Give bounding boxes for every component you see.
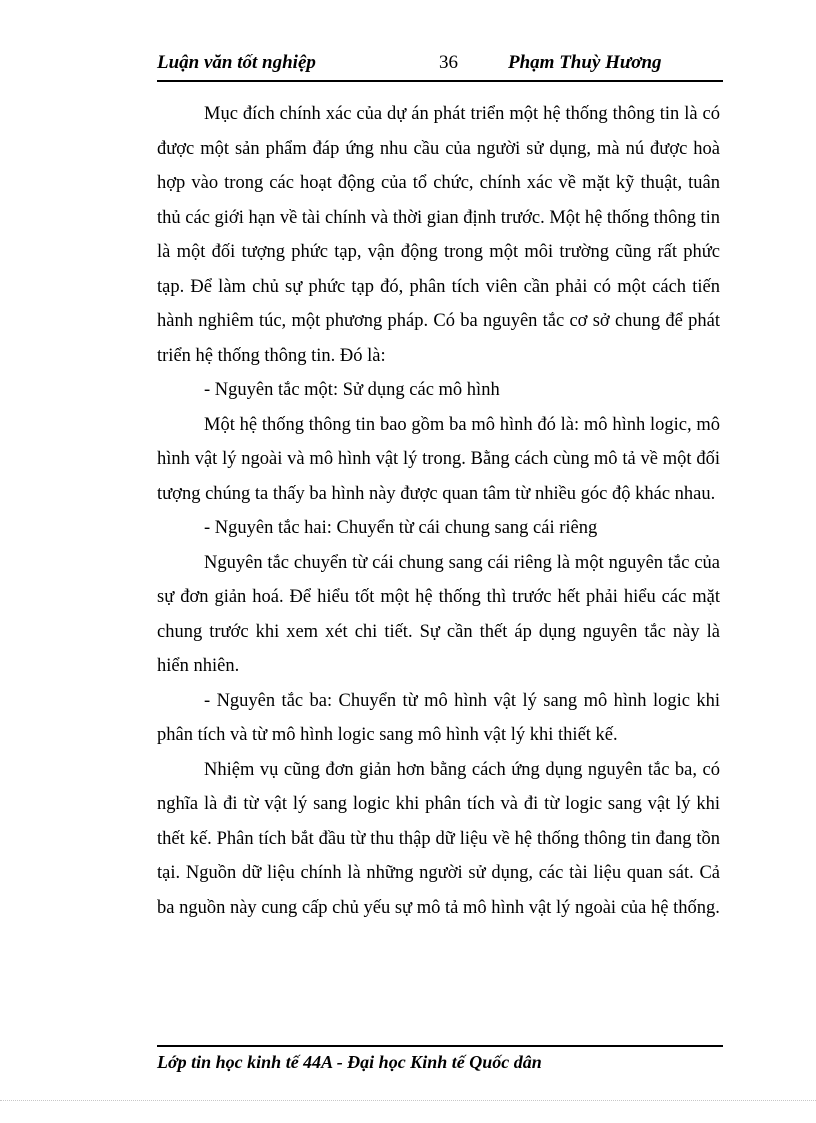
principle-heading-1: - Nguyên tắc một: Sử dụng các mô hình xyxy=(204,380,500,400)
paragraph: Một hệ thống thông tin bao gồm ba mô hình đó là: mô hình logic, mô hình vật lý ngoài và mô hình vật lý trong. Bằng cách cùng mô tả về một đối tượng chúng ta thấy ba hình này được quan tâm từ nhiều góc độ khác nhau. xyxy=(157,414,720,504)
principle-heading-2: - Nguyên tắc hai: Chuyển từ cái chung sang cái riêng xyxy=(204,518,598,538)
page-footer: Lớp tin học kinh tế 44A - Đại học Kinh tế Quốc dân xyxy=(157,1045,723,1073)
page-header xyxy=(157,50,723,82)
paragraph: Mục đích chính xác của dự án phát triển một hệ thống thông tin là có được một sản phẩm đáp ứng nhu cầu của người sử dụng, mà nú được hoà hợp vào trong các hoạt động của tổ chức, chính xác về mặt kỹ thuật, tuân thủ các giới hạn về tài chính và thời gian định trước. Một hệ thống thông tin là một đối tượng phức tạp, vận động trong một môi trường cũng rất phức tạp. Để làm chủ sự phức tạp đó, phân tích viên cần phải có một cách tiến hành nghiêm túc, một phương pháp. Có ba nguyên tắc cơ sở chung để phát triển hệ thống thông tin. Đó là: xyxy=(157,104,720,366)
page-number: 36 xyxy=(439,52,458,73)
principle-heading-3: - Nguyên tắc ba: Chuyển từ mô hình vật lý sang mô hình logic khi phân tích và từ mô hình logic sang mô hình vật lý khi thiết kế. xyxy=(157,690,720,745)
paragraph: Nguyên tắc chuyển từ cái chung sang cái riêng là một nguyên tắc của sự đơn giản hoá. Để hiểu tốt một hệ thống thì trước hết phải hiểu các mặt chung trước khi xem xét chi tiết. Sự cần thết áp dụng nguyên tắc này là hiển nhiên. xyxy=(157,552,720,676)
document-body xyxy=(157,97,720,925)
header-author: Phạm Thuỳ Hương xyxy=(508,52,662,73)
header-thesis-label: Luận văn tốt nghiệp xyxy=(157,52,316,73)
paragraph: Nhiệm vụ cũng đơn giản hơn bằng cách ứng dụng nguyên tắc ba, có nghĩa là đi từ vật lý sang logic khi phân tích và đi từ logic sang vật lý khi thết kế. Phân tích bắt đầu từ thu thập dữ liệu về hệ thống thông tin đang tồn tại. Nguồn dữ liệu chính là những người sử dụng, các tài liệu quan sát. Cả ba nguồn này cung cấp chủ yếu sự mô tả mô hình vật lý ngoài của hệ thống. xyxy=(157,759,720,918)
page-bottom-divider xyxy=(0,1100,816,1101)
